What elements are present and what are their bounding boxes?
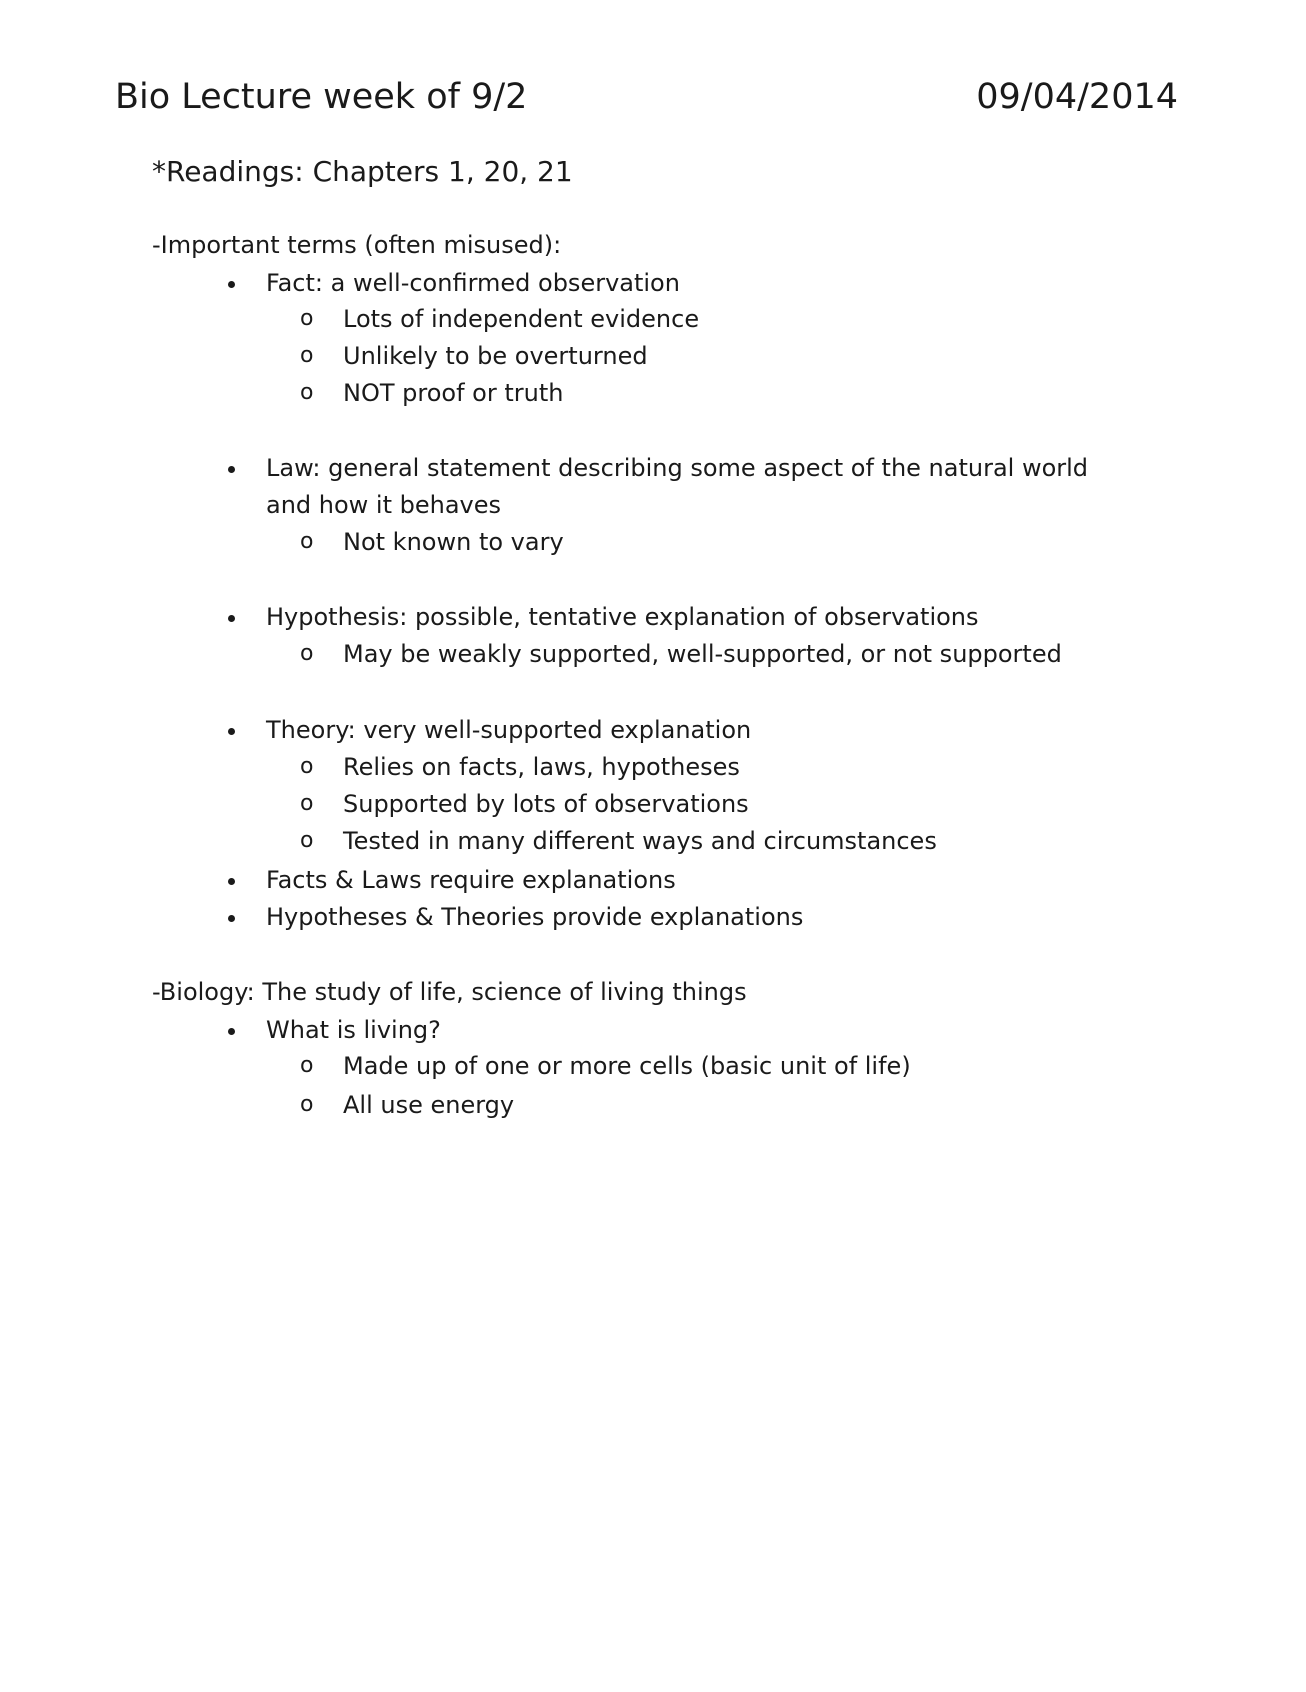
sub-bullet-label: All use energy xyxy=(343,1091,515,1119)
bullet-label: Facts & Laws require explanations xyxy=(266,866,676,894)
sub-bullet-label: Supported by lots of observations xyxy=(343,790,749,818)
circle-bullet-icon: o xyxy=(300,641,314,666)
sub-bullet-label: Unlikely to be overturned xyxy=(343,342,648,370)
circle-bullet-icon: o xyxy=(300,1053,314,1078)
sub-bullet-label: Lots of independent evidence xyxy=(343,305,700,333)
bullet-dot-icon xyxy=(222,713,242,747)
bullet-dot-icon xyxy=(222,451,242,485)
bullet-dot-icon xyxy=(222,266,242,300)
bullet-label: What is living? xyxy=(266,1016,441,1044)
circle-bullet-icon: o xyxy=(300,1092,314,1117)
bullet-label-continuation: and how it behaves xyxy=(266,491,502,519)
bullet-label: Law: general statement describing some aspect of the natural world xyxy=(266,454,1089,482)
section-heading-biology: -Biology: The study of life, science of living things xyxy=(152,978,747,1006)
bullet-dot-icon xyxy=(222,863,242,897)
bullet-dot-icon xyxy=(222,900,242,934)
sub-bullet-label: Tested in many different ways and circumstances xyxy=(343,827,937,855)
circle-bullet-icon: o xyxy=(300,791,314,816)
sub-bullet-label: NOT proof or truth xyxy=(343,379,564,407)
bullet-label: Hypothesis: possible, tentative explanation of observations xyxy=(266,603,979,631)
circle-bullet-icon: o xyxy=(300,828,314,853)
lecture-date: 09/04/2014 xyxy=(976,77,1178,117)
circle-bullet-icon: o xyxy=(300,380,314,405)
bullet-label: Theory: very well-supported explanation xyxy=(266,716,752,744)
bullet-label: Fact: a well-confirmed observation xyxy=(266,269,680,297)
circle-bullet-icon: o xyxy=(300,529,314,554)
circle-bullet-icon: o xyxy=(300,343,314,368)
sub-bullet-label: May be weakly supported, well-supported, or not supported xyxy=(343,640,1062,668)
circle-bullet-icon: o xyxy=(300,306,314,331)
document-header xyxy=(115,72,1178,122)
bullet-dot-icon xyxy=(222,1013,242,1047)
section-heading-terms: -Important terms (often misused): xyxy=(152,231,562,259)
sub-bullet-label: Made up of one or more cells (basic unit of life) xyxy=(343,1052,911,1080)
readings-line: *Readings: Chapters 1, 20, 21 xyxy=(152,155,573,188)
bullet-dot-icon xyxy=(222,600,242,634)
page-title: Bio Lecture week of 9/2 xyxy=(115,77,528,117)
bullet-label: Hypotheses & Theories provide explanations xyxy=(266,903,804,931)
sub-bullet-label: Relies on facts, laws, hypotheses xyxy=(343,753,740,781)
sub-bullet-label: Not known to vary xyxy=(343,528,564,556)
circle-bullet-icon: o xyxy=(300,754,314,779)
